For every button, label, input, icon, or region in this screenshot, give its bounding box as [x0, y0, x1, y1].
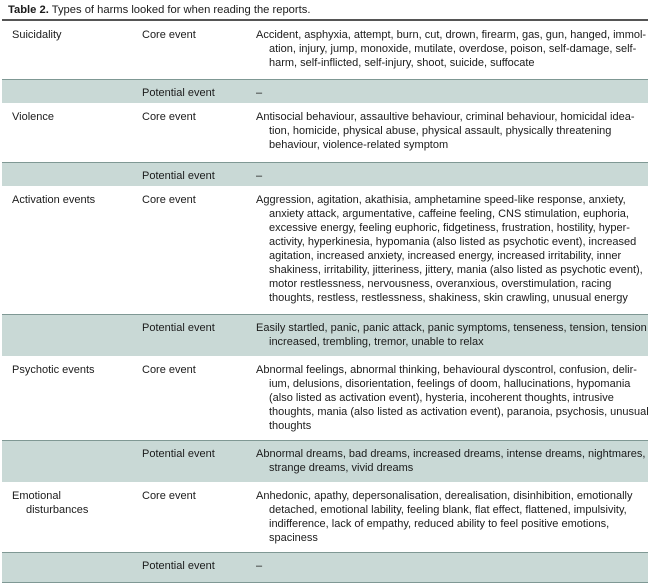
search-terms-cell — [256, 169, 638, 183]
search-terms-cell — [256, 86, 638, 100]
event-type-label: Potential event — [142, 448, 215, 460]
search-terms-line: thoughts, mania (also listed as activation event), paranoia, psychosis, unusual — [269, 406, 649, 418]
search-terms-line: indifference, lack of empathy, reduced ability to feel positive emotions, — [269, 518, 610, 530]
table-row — [2, 186, 648, 314]
table-row — [2, 162, 648, 186]
harm-category-label: Activation events — [12, 194, 96, 206]
search-terms-line: thoughts, restless, restlessness, shakiness, skin crawling, unusual energy — [269, 292, 628, 304]
harm-category-label: Suicidality — [12, 29, 62, 41]
search-terms-line: Easily startled, panic, panic attack, panic symptoms, tenseness, tension, tension — [256, 322, 647, 334]
search-terms-line: ium, delusions, disorientation, feelings of doom, hallucinations, hypomania — [269, 378, 631, 390]
event-type-label: Core event — [142, 111, 196, 123]
table-bottom-rule — [2, 582, 648, 583]
search-terms-line: thoughts — [269, 420, 312, 432]
harm-category-label: Psychotic events — [12, 364, 95, 376]
table-caption — [8, 3, 310, 17]
search-terms-line: detached, emotional lability, feeling blank, flat effect, flattened, impulsivity, — [269, 504, 627, 516]
harm-category-cell — [12, 110, 132, 124]
search-terms-line: shakiness, irritability, jitteriness, jittery, mania (also listed as psychotic event), — [269, 264, 643, 276]
search-terms-line: agitation, increased anxiety, increased energy, increased irritability, inner — [269, 250, 622, 262]
search-terms-line: – — [256, 87, 263, 99]
search-terms-line: (also listed as activation event), hysteria, incoherent thoughts, intrusive — [269, 392, 614, 404]
search-terms-line: Accident, asphyxia, attempt, burn, cut, drown, firearm, gas, gun, hanged, immol- — [256, 29, 647, 41]
table-caption-text: Types of harms looked for when reading the reports. — [51, 4, 311, 16]
table-row — [2, 314, 648, 356]
search-terms-line: increased, trembling, tremor, unable to relax — [269, 336, 484, 348]
search-terms-line: strange dreams, vivid dreams — [269, 462, 414, 474]
event-type-label: Core event — [142, 490, 196, 502]
search-terms-line: Abnormal dreams, bad dreams, increased dreams, intense dreams, nightmares, — [256, 448, 646, 460]
table-caption-label: Table 2. — [8, 4, 49, 16]
table-row — [2, 552, 648, 582]
table-row — [2, 103, 648, 162]
harm-category-label: Emotional — [12, 490, 61, 502]
search-terms-cell — [256, 363, 649, 433]
search-terms-line: – — [256, 560, 263, 572]
search-terms-cell — [256, 193, 643, 305]
search-terms-line: Antisocial behaviour, assaultive behaviour, criminal behaviour, homicidal idea- — [256, 111, 635, 123]
search-terms-line: Abnormal feelings, abnormal thinking, behavioural dyscontrol, confusion, delir- — [256, 364, 637, 376]
search-terms-line: spaciness — [269, 532, 318, 544]
event-type-label: Potential event — [142, 560, 215, 572]
harm-category-cell — [12, 489, 132, 517]
harm-category-cell — [12, 193, 132, 207]
search-terms-cell — [256, 28, 647, 70]
search-terms-line: anxiety attack, argumentative, caffeine feeling, CNS stimulation, euphoria, — [269, 208, 629, 220]
event-type-label: Core event — [142, 194, 196, 206]
search-terms-line: tion, homicide, physical abuse, physical assault, physically threatening — [269, 125, 612, 137]
event-type-label: Core event — [142, 364, 196, 376]
search-terms-line: harm, self-inflicted, self-injury, shoot, suicide, suffocate — [269, 57, 535, 69]
harm-category-cell — [12, 28, 132, 42]
event-type-label: Potential event — [142, 170, 215, 182]
search-terms-line: – — [256, 170, 263, 182]
table-row — [2, 482, 648, 552]
table-row — [2, 356, 648, 440]
search-terms-cell — [256, 489, 638, 545]
search-terms-cell — [256, 559, 638, 573]
harm-category-cell — [12, 363, 132, 377]
harm-category-label: disturbances — [26, 504, 89, 516]
search-terms-line: excessive energy, feeling euphoric, fidgetiness, frustration, hostility, hyper- — [269, 222, 630, 234]
event-type-label: Potential event — [142, 322, 215, 334]
search-terms-line: motor restlessness, nervousness, overanxious, overstimulation, racing — [269, 278, 612, 290]
search-terms-line: Anhedonic, apathy, depersonalisation, derealisation, disinhibition, emotionally — [256, 490, 633, 502]
event-type-label: Potential event — [142, 87, 215, 99]
event-type-label: Core event — [142, 29, 196, 41]
search-terms-line: ation, injury, jump, monoxide, mutilate, overdose, poison, self-damage, self- — [269, 43, 637, 55]
search-terms-line: behaviour, violence-related symptom — [269, 139, 449, 151]
table-row — [2, 440, 648, 482]
table-row — [2, 21, 648, 79]
search-terms-cell — [256, 447, 646, 475]
harm-category-label: Violence — [12, 111, 54, 123]
search-terms-line: activity, hyperkinesia, hypomania (also listed as psychotic event), increased — [269, 236, 637, 248]
search-terms-line: Aggression, agitation, akathisia, amphetamine speed-like response, anxiety, — [256, 194, 626, 206]
table-row — [2, 79, 648, 103]
search-terms-cell — [256, 110, 638, 152]
search-terms-cell — [256, 321, 647, 349]
